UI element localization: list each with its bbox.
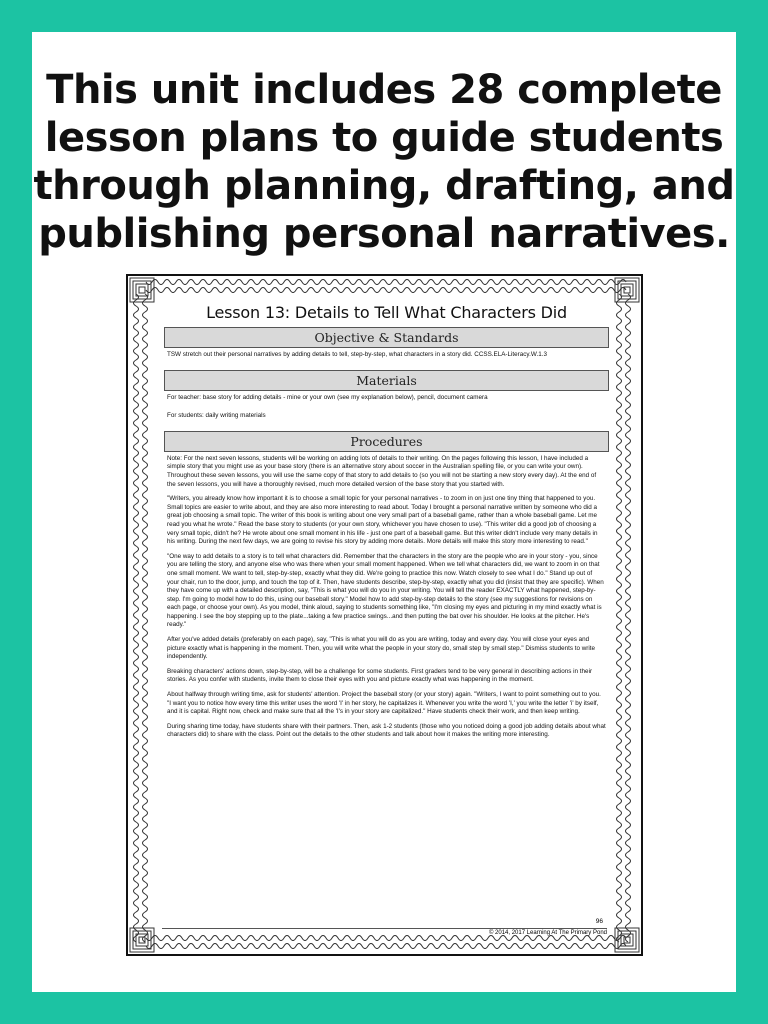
objective-heading: Objective & Standards [164,327,609,348]
border-wave [134,294,139,942]
page-number: 96 [595,918,603,925]
procedure-paragraph: During sharing time today, have students share with their partners. Then, ask 1-2 students (those who you noticed doing a good job adding details about what characters did) to share with the class. Point out the details to the other students and talk about how it makes the writing more interesting. [167,722,606,739]
lesson-plan-page [126,274,643,956]
lesson-title: Lesson 13: Details to Tell What Characters Did [206,303,567,322]
procedure-paragraph: Breaking characters' actions down, step-by-step, will be a challenge for some students. First graders tend to be very general in describing actions in their stories. As you confer with students, invite them to close their eyes with you and picture exactly what was happening in the moment. [167,667,593,684]
procedure-paragraph: After you've added details (preferably on each page), say, "This is what you will do as you are writing, today and every day. You will close your eyes and picture exactly what is happening in the moment. Then, you will write what the people in your story do, small step by small step." Dismiss students to write independently. [167,636,596,661]
lesson-content [164,302,609,942]
corner-spiral [624,937,630,943]
headline [32,66,736,258]
copyright-notice: © 2014, 2017 Learning At The Primary Pond [162,928,607,936]
corner-spiral [136,934,148,946]
border-wave [146,944,626,949]
procedure-paragraph: "Writers, you already know how important it is to choose a small topic for your personal narratives - to zoom in on just one tiny thing that happened to you. Small topics are easier to write about, and they are also more interesting to read about. Today I brought a personal narrative written by someone who did a great job choosing a small topic. The writer of this book is writing about one very small part of a baseball game, rather than a whole baseball game. Let me read you what he wrote." Read the base story to students (or your own story, whichever you have chosen to use). "This writer did a good job of choosing a very small topic, didn't he? He wrote about one small moment in his life - just one part of a baseball game. But this writer didn't include very many details in his writing. During the next few days, we are going to revise his story by adding more details. More details will make this story more interesting to read." [167,495,598,546]
border-wave [146,288,626,293]
corner-spiral [615,278,639,302]
corner-spiral [139,287,145,293]
objective-body [164,348,609,369]
border-wave [146,280,626,285]
headline-line-4: publishing personal narratives. [38,211,730,257]
procedures-body [164,452,609,749]
headline-line-1: This unit includes 28 complete [46,67,722,113]
procedure-paragraph: Note: For the next seven lessons, students will be working on adding lots of details to their writing. On the pages following this lesson, I have included a simple story that you might use as your base story (there is an alternative story about soccer in the Australian spelling file, or you can write your own). Throughout these seven lessons, you will use the same copy of that story to add details to (so you will not be starting a new story every day). At the end of the seven lessons, you will have a thoroughly revised, much more detailed version of the base story that you started with. [167,454,597,488]
corner-spiral [130,278,154,302]
materials-body [164,391,609,430]
materials-heading: Materials [164,370,609,391]
border-wave [617,294,622,942]
procedures-heading: Procedures [164,431,609,452]
headline-line-2: lesson plans to guide students [44,115,724,161]
corner-spiral [139,937,145,943]
corner-spiral [621,284,633,296]
headline-line-3: through planning, drafting, and [33,163,735,209]
border-wave [143,294,148,942]
white-panel [32,32,736,992]
objective-text: TSW stretch out their personal narratives by adding details to tell, step-by-step, what characters in a story did. CCSS.ELA-Literacy.W.1.3 [167,351,547,358]
materials-teacher: For teacher: base story for adding details - mine or your own (see my explanation below), pencil, document camera [167,393,488,401]
materials-students: For students: daily writing materials [167,412,266,420]
border-wave [626,294,631,942]
procedure-paragraph: About halfway through writing time, ask for students' attention. Project the baseball story (or your story) again. "Writers, I want to point something out to you. "I want you to notice how every time this writer uses the word 'I' in her story, he capitalizes it. Whenever you write the word 'I,' you write the letter 'i' by itself, and it is capital. Right now, check and make sure that all the 'I's in your story are capitalized." Have students check their work, and then keep writing. [167,691,601,716]
procedure-paragraph: "One way to add details to a story is to tell what characters did. Remember that the characters in the story are the people who are in your story - you, since you are telling the story, and anyone else who was there when your small moment happened. When we tell what characters did, we want to zoom in on that one small moment. We want to tell, step-by-step, exactly what they did. We're going to practice this now. Watch closely to see what I do." Stand up out of your chair, run to the door, jump, and touch the top of it. Then, have students describe, step-by-step, exactly what you did (insist that they are specific). When they have come up with a detailed description, say, "This is what you will do you in your writing. You will tell the reader EXACTLY what happened, step-by-step. I'm going to model how to do this, using our baseball story." Model how to add step-by-step details to the story (see my suggestions for revisions on each page, or choose your own). As you model, think aloud, saying to students something like, "I'm closing my eyes and picturing in my mind exactly what is happening. I see the boy stepping up to the plate...taking a few practice swings...and then putting the bat over his shoulder. He looks at the pitcher. He's ready." [167,552,604,629]
